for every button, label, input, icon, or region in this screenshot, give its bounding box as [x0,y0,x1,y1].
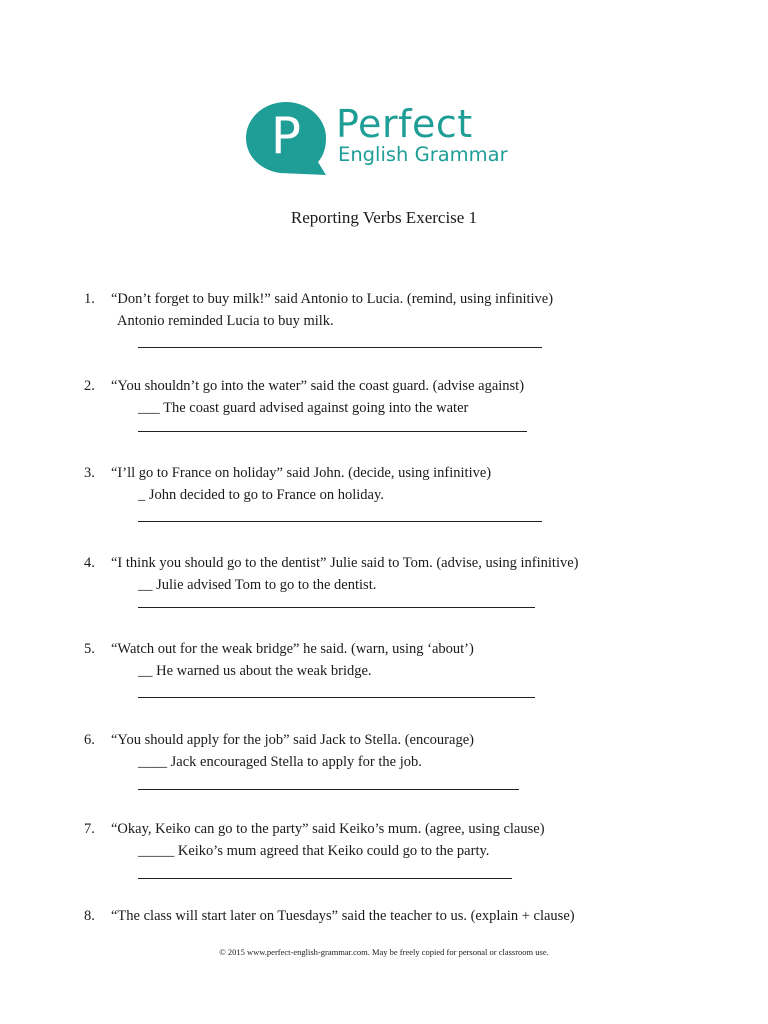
question-prompt: “You should apply for the job” said Jack to Stella. (encourage) [111,732,474,748]
answer-line[interactable] [138,697,535,698]
copyright-footer: © 2015 www.perfect-english-grammar.com. May be freely copied for personal or classroom use. [219,947,549,957]
question-number: 6. [84,732,95,748]
logo-letter: P [270,107,302,165]
question-prompt: “Don’t forget to buy milk!” said Antonio to Lucia. (remind, using infinitive) [111,291,554,307]
page-title: Reporting Verbs Exercise 1 [290,208,478,227]
answer-text: __ He warned us about the weak bridge. [138,663,372,679]
logo-subtitle: English Grammar [338,143,508,166]
question-prompt: “You shouldn’t go into the water” said the coast guard. (advise against) [111,378,525,394]
answer-text: _____ Keiko’s mum agreed that Keiko could go to the party. [138,843,490,859]
answer-text: ___ The coast guard advised against going into the water [138,400,469,416]
question-prompt: “I think you should go to the dentist” Julie said to Tom. (advise, using infinitive) [111,555,579,571]
question-number: 1. [84,291,95,307]
question-number: 7. [84,821,95,837]
answer-text: Antonio reminded Lucia to buy milk. [117,313,334,329]
logo [244,100,534,176]
question-number: 2. [84,378,95,394]
answer-line[interactable] [138,521,542,522]
answer-line[interactable] [138,347,542,348]
logo-word: Perfect [336,102,473,146]
question-prompt: “I’ll go to France on holiday” said John. (decide, using infinitive) [111,465,492,481]
answer-line[interactable] [138,878,512,879]
question-number: 8. [84,908,95,924]
question-prompt: “Watch out for the weak bridge” he said. (warn, using ‘about’) [111,641,474,657]
question-number: 5. [84,641,95,657]
answer-text: ____ Jack encouraged Stella to apply for the job. [138,754,422,770]
answer-line[interactable] [138,607,535,608]
answer-line[interactable] [138,431,527,432]
question-number: 4. [84,555,95,571]
question-number: 3. [84,465,95,481]
question-prompt: “Okay, Keiko can go to the party” said Keiko’s mum. (agree, using clause) [111,821,545,837]
answer-line[interactable] [138,789,519,790]
question-prompt: “The class will start later on Tuesdays” said the teacher to us. (explain + clause) [111,908,575,924]
answer-text: _ John decided to go to France on holiday. [138,487,384,503]
answer-text: __ Julie advised Tom to go to the dentist. [138,577,377,593]
